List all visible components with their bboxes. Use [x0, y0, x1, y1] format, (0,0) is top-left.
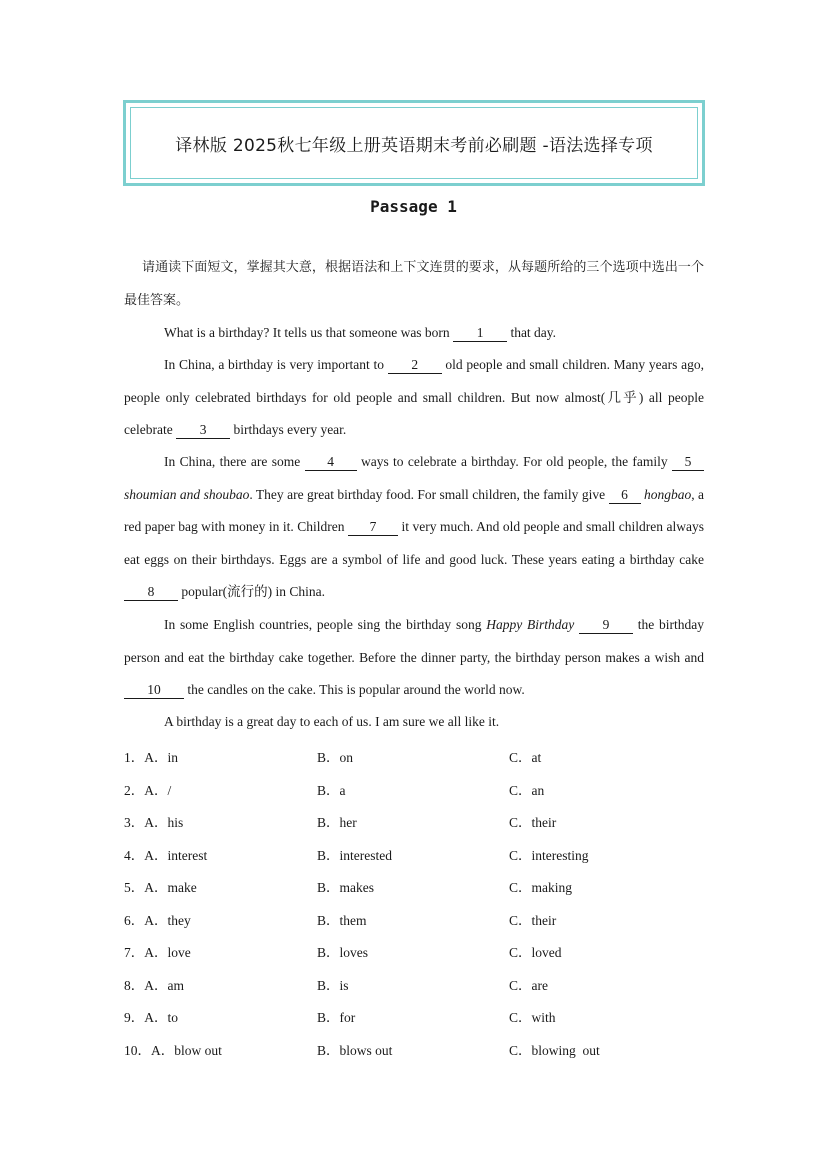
text: that day.	[507, 325, 557, 340]
option-b[interactable]: B．makes	[317, 880, 374, 895]
question-row	[124, 974, 704, 998]
text: In some English countries, people sing the birthday song	[164, 617, 487, 632]
text: popular(流行的) in China.	[178, 584, 325, 599]
blank-6: 6	[609, 487, 641, 504]
text: birthdays every year.	[230, 422, 347, 437]
question-row	[124, 1006, 704, 1030]
option-c[interactable]: C．with	[509, 1010, 556, 1025]
option-c[interactable]: C．an	[509, 783, 545, 798]
option-a[interactable]: 8．A．am	[124, 978, 184, 993]
question-row	[124, 941, 704, 965]
paragraph-2	[124, 349, 704, 447]
option-b[interactable]: B．interested	[317, 848, 392, 863]
option-b[interactable]: B．a	[317, 783, 346, 798]
paragraph-4	[124, 609, 704, 707]
blank-7: 7	[348, 519, 398, 536]
food-names: shoumian and shoubao	[124, 486, 250, 502]
text: the birthday person and eat the birthday cake together. Before the dinner party, the birthday person makes a wish and	[124, 617, 704, 665]
text: In China, there are some	[164, 454, 305, 469]
paragraph-1	[124, 317, 704, 350]
blank-2: 2	[388, 357, 442, 374]
question-row	[124, 1039, 704, 1063]
option-a[interactable]: 1．A．in	[124, 750, 178, 765]
blank-10: 10	[124, 682, 184, 699]
option-a[interactable]: 6．A．they	[124, 913, 191, 928]
text: it very much. And old people and small children always eat eggs on their birthdays. Eggs are a symbol of life and good luck. These years eating a birthday cake	[124, 519, 704, 567]
instructions: 请通读下面短文，掌握其大意，根据语法和上下文连贯的要求，从每题所给的三个选项中选出一个最佳答案。	[124, 260, 704, 308]
option-c[interactable]: C．loved	[509, 945, 562, 960]
option-a[interactable]: 3．A．his	[124, 815, 184, 830]
blank-8: 8	[124, 584, 178, 601]
question-row	[124, 811, 704, 835]
question-row	[124, 779, 704, 803]
option-b[interactable]: B．on	[317, 750, 354, 765]
song-title: Happy Birthday	[486, 617, 575, 632]
blank-5: 5	[672, 454, 704, 471]
option-a[interactable]: 9．A．to	[124, 1010, 178, 1025]
text: old people and small children. Many years ago, people only celebrated birthdays for old people and small children. But now almost(几乎) all people celebrate	[124, 357, 704, 437]
option-c[interactable]: C．their	[509, 913, 557, 928]
option-a[interactable]: 4．A．interest	[124, 848, 208, 863]
paragraph-5: A birthday is a great day to each of us. I am sure we all like it.	[164, 714, 500, 729]
question-row	[124, 909, 704, 933]
option-b[interactable]: B．blows out	[317, 1043, 393, 1058]
option-b[interactable]: B．for	[317, 1010, 356, 1025]
question-row	[124, 746, 704, 770]
option-a[interactable]: 2．A．/	[124, 783, 172, 798]
hongbao-term: hongbao	[643, 486, 692, 502]
paragraph-3	[124, 446, 704, 609]
option-c[interactable]: C．blowing out	[509, 1043, 600, 1058]
option-a[interactable]: 5．A．make	[124, 880, 197, 895]
option-c[interactable]: C．making	[509, 880, 572, 895]
text: , a red paper bag with money in it. Children	[124, 486, 705, 534]
option-b[interactable]: B．them	[317, 913, 367, 928]
text: In China, a birthday is very important to	[164, 357, 388, 372]
blank-4: 4	[305, 454, 357, 471]
text: ways to celebrate a birthday. For old people, the family	[356, 454, 672, 469]
option-b[interactable]: B．loves	[317, 945, 369, 960]
option-c[interactable]: C．interesting	[509, 848, 589, 863]
text: . They are great birthday food. For small children, the family give	[249, 486, 609, 502]
passage-title: Passage 1	[370, 197, 457, 216]
document-title: 译林版 2025秋七年级上册英语期末考前必刷题 -语法选择专项	[130, 107, 698, 179]
question-row	[124, 844, 704, 868]
title-box	[123, 100, 705, 186]
text: What is a birthday? It tells us that someone was born	[164, 325, 454, 340]
option-a[interactable]: 7．A．love	[124, 945, 191, 960]
option-c[interactable]: C．are	[509, 978, 548, 993]
option-a[interactable]: 10．A．blow out	[124, 1043, 222, 1058]
question-row	[124, 876, 704, 900]
option-b[interactable]: B．is	[317, 978, 349, 993]
option-c[interactable]: C．their	[509, 815, 557, 830]
option-c[interactable]: C．at	[509, 750, 542, 765]
blank-3: 3	[176, 422, 230, 439]
option-b[interactable]: B．her	[317, 815, 357, 830]
blank-1: 1	[453, 325, 507, 342]
text: the candles on the cake. This is popular around the world now.	[184, 682, 525, 697]
blank-9: 9	[579, 617, 633, 634]
